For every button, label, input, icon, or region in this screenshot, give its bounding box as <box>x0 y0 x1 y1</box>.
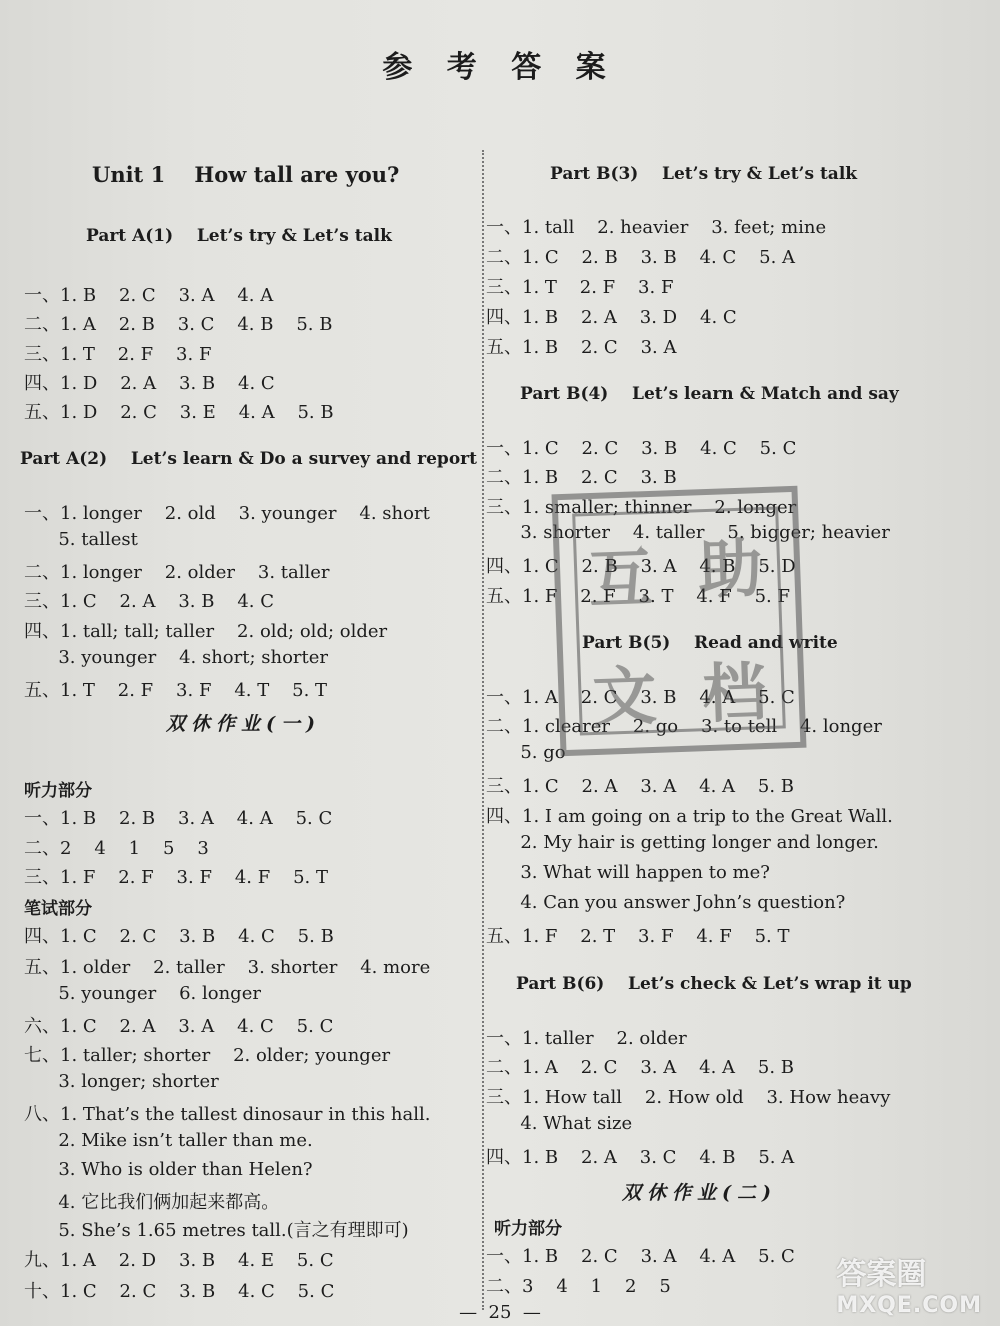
answer-line: 二、1. clearer 2. go 3. to tell 4. longer <box>486 716 882 737</box>
answer-line: 四、1. B 2. A 3. C 4. B 5. A <box>486 1147 795 1168</box>
answer-line: 3. Who is older than Helen? <box>24 1159 313 1180</box>
answer-line: 一、1. B 2. C 3. A 4. A 5. C <box>486 1246 795 1267</box>
answer-line: 九、1. A 2. D 3. B 4. E 5. C <box>24 1250 334 1271</box>
answer-line: 三、1. C 2. A 3. B 4. C <box>24 591 275 612</box>
answer-line: 五、1. T 2. F 3. F 4. T 5. T <box>24 680 328 701</box>
answer-line: 三、1. C 2. A 3. A 4. A 5. B <box>486 776 795 797</box>
answer-line: 4. 它比我们俩加起来都高。 <box>24 1192 280 1213</box>
answer-line: 3. younger 4. short; shorter <box>24 647 329 668</box>
answer-line: 四、1. I am going on a trip to the Great Wall. <box>486 806 893 827</box>
site-watermark <box>836 1249 982 1318</box>
part-a1-heading: Part A(1) Let’s try & Let’s talk <box>86 226 392 246</box>
answer-line: 五、1. F 2. T 3. F 4. F 5. T <box>486 926 790 947</box>
part-b4-heading: Part B(4) Let’s learn & Match and say <box>520 384 899 404</box>
answer-line: 3. shorter 4. taller 5. bigger; heavier <box>486 522 890 543</box>
listening-section-label: 听力部分 <box>494 1219 562 1239</box>
homework-2-heading: 双休作业(二) <box>622 1182 777 1204</box>
answer-line: 5. She’s 1.65 metres tall.(言之有理即可) <box>24 1220 409 1241</box>
answer-line: 4. Can you answer John’s question? <box>486 892 846 913</box>
answer-line: 二、1. longer 2. older 3. taller <box>24 562 330 583</box>
writing-section-label: 笔试部分 <box>24 899 92 919</box>
part-b6-heading: Part B(6) Let’s check & Let’s wrap it up <box>516 974 912 994</box>
answer-line: 三、1. T 2. F 3. F <box>24 344 212 365</box>
answer-line: 七、1. taller; shorter 2. older; younger <box>24 1045 391 1066</box>
answer-line: 2. My hair is getting longer and longer. <box>486 832 879 853</box>
answer-line: 2. Mike isn’t taller than me. <box>24 1130 313 1151</box>
answer-line: 一、1. B 2. C 3. A 4. A <box>24 285 274 306</box>
answer-line: 五、1. B 2. C 3. A <box>486 337 677 358</box>
answer-line: 一、1. B 2. B 3. A 4. A 5. C <box>24 808 333 829</box>
answer-line: 五、1. F 2. F 3. T 4. F 5. F <box>486 586 790 607</box>
answer-line: 一、1. taller 2. older <box>486 1028 687 1049</box>
answer-line: 三、1. How tall 2. How old 3. How heavy <box>486 1087 891 1108</box>
stamp-char: 档 <box>701 656 768 733</box>
answer-line: 5. younger 6. longer <box>24 983 261 1004</box>
answer-line: 十、1. C 2. C 3. B 4. C 5. C <box>24 1281 335 1302</box>
stamp-char: 助 <box>696 532 764 609</box>
answer-line: 二、2 4 1 5 3 <box>24 838 209 859</box>
part-a2-heading: Part A(2) Let’s learn & Do a survey and report <box>20 449 477 469</box>
listening-section-label: 听力部分 <box>24 781 92 801</box>
answer-line: 四、1. C 2. C 3. B 4. C 5. B <box>24 926 334 947</box>
answer-line: 四、1. C 2. B 3. A 4. B 5. D <box>486 556 796 577</box>
stamp-seal <box>552 486 807 756</box>
page-title: 参 考 答 案 <box>382 50 618 85</box>
answer-line: 四、1. D 2. A 3. B 4. C <box>24 373 275 394</box>
column-divider <box>482 150 484 1310</box>
answer-line: 3. longer; shorter <box>24 1071 219 1092</box>
answer-line: 三、1. T 2. F 3. F <box>486 277 674 298</box>
part-b3-heading: Part B(3) Let’s try & Let’s talk <box>550 164 858 184</box>
answer-line: 二、1. C 2. B 3. B 4. C 5. A <box>486 247 796 268</box>
answer-line: 八、1. That’s the tallest dinosaur in this hall. <box>24 1104 431 1125</box>
stamp-char: 互 <box>587 541 654 619</box>
answer-line: 一、1. A 2. C 3. B 4. A 5. C <box>486 687 795 708</box>
answer-line: 一、1. longer 2. old 3. younger 4. short <box>24 503 430 524</box>
homework-1-heading: 双休作业(一) <box>166 713 321 735</box>
answer-line: 3. What will happen to me? <box>486 862 770 883</box>
answer-line: 二、1. A 2. B 3. C 4. B 5. B <box>24 314 333 335</box>
answer-line: 四、1. B 2. A 3. D 4. C <box>486 307 737 328</box>
answer-line: 二、1. A 2. C 3. A 4. A 5. B <box>486 1057 795 1078</box>
answer-line: 一、1. tall 2. heavier 3. feet; mine <box>486 217 827 238</box>
page-number: — 25 — <box>459 1302 541 1323</box>
answer-line: 三、1. F 2. F 3. F 4. F 5. T <box>24 867 328 888</box>
answer-line: 四、1. tall; tall; taller 2. old; old; older <box>24 621 388 642</box>
answer-line: 五、1. D 2. C 3. E 4. A 5. B <box>24 402 334 423</box>
unit-title: Unit 1 How tall are you? <box>92 162 400 187</box>
answer-line: 5. go <box>486 742 566 763</box>
answer-line: 一、1. C 2. C 3. B 4. C 5. C <box>486 438 797 459</box>
watermark-title: 答案圈 <box>836 1257 927 1292</box>
stamp-char: 文 <box>591 659 658 737</box>
answer-line: 六、1. C 2. A 3. A 4. C 5. C <box>24 1016 334 1037</box>
watermark-url: MXQE.COM <box>836 1293 982 1318</box>
answer-line: 4. What size <box>486 1113 633 1134</box>
answer-line: 五、1. older 2. taller 3. shorter 4. more <box>24 957 431 978</box>
answer-line: 5. tallest <box>24 529 138 550</box>
answer-line: 三、1. smaller; thinner 2. longer <box>486 497 797 518</box>
part-b5-heading: Part B(5) Read and write <box>582 633 838 653</box>
answer-line: 二、3 4 1 2 5 <box>486 1276 671 1297</box>
answer-line: 二、1. B 2. C 3. B <box>486 467 677 488</box>
